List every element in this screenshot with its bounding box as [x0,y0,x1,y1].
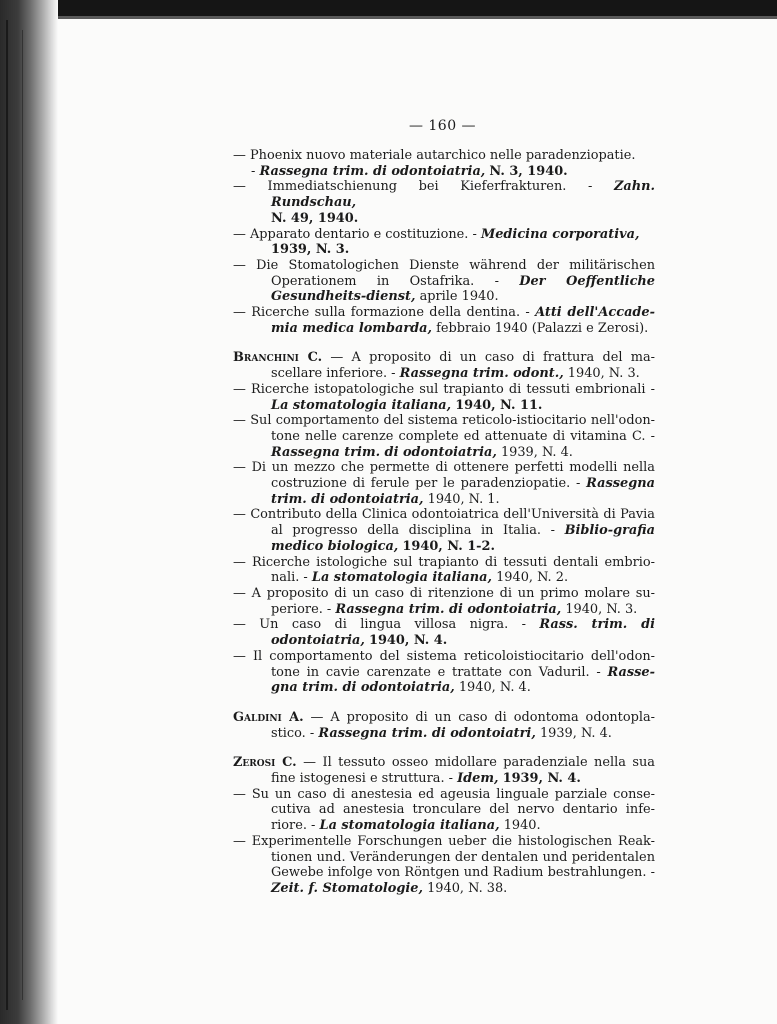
entry-11: — Ricerche istologiche sul trapianto di tessuti dentali embrio-nali. - La stomatologia italiana, 1940, N. 2. [233,554,655,586]
entry-2: — Immediatschienung bei Kieferfrakturen. - Zahn. Rundschau, N. 49, 1940. [233,179,655,226]
entry-3: — Apparato dentario e costituzione. - Medicina corporativa, 1939, N. 3. [233,226,640,258]
entry-10: — Contributo della Clinica odontoiatrica dell'Università di Pavia al progresso della disciplina in Italia. - Biblio-grafia medico biologica, 1940, N. 1-2. [233,507,655,554]
entry-13: — Un caso di lingua villosa nigra. - Rass. trim. di odontoiatria, 1940, N. 4. [233,617,655,649]
entry-7: — Ricerche istopatologiche sul trapianto di tessuti embrionali - La stomatologia italiana, 1940, N. 11. [233,381,656,413]
entry-6: Branchini C. — A proposito di un caso di frattura del ma-scellare inferiore. - Rassegna trim. odont., 1940, N. 3. [233,350,655,382]
entry-5: — Ricerche sulla formazione della dentina. - Atti dell'Accade-mia medica lombarda, febbraio 1940 (Palazzi e Zerosi). [233,305,655,336]
entry-1: — Phoenix nuovo materiale autarchico nelle paradenziopatie. [233,148,636,163]
entry-17: — Su un caso di anestesia ed ageusia linguale parziale conse-cutiva ad anestesia tronculare del nervo dentario infe-riore. - La stomatologia italiana, 1940. [233,786,655,834]
entry-14: — Il comportamento del sistema reticoloistiocitario dell'odon-tone in cavie carenzate e trattate con Vaduril. - Rasse-gna trim. di odontoiatria, 1940, N. 4. [233,648,655,696]
entry-8: — Sul comportamento del sistema reticolo-istiocitario nell'odon-tone nelle carenze complete ed attenuate di vitamina C. - Rassegna trim. di odontoiatria, 1939, N. 4. [233,413,655,460]
scan-top-edge [0,0,777,16]
entry-16: Zerosi C. — Il tessuto osseo midollare paradenziale nella sua fine istogenesi e struttura. - Idem, 1939, N. 4. [233,755,655,787]
book-binding-shadow [0,0,58,1024]
entry-12: — A proposito di un caso di ritenzione di un primo molare su-periore. - Rassegna trim. di odontoiatria, 1940, N. 3. [233,585,655,617]
bibliography-list [233,148,655,897]
entry-15: Galdini A. — A proposito di un caso di odontoma odontopla-stico. - Rassegna trim. di odontoiatri, 1939, N. 4. [233,709,655,741]
entry-4: — Die Stomatologichen Dienste während der militärischen Operationem in Ostafrika. - Der Oeffentliche Gesundheits-dienst, aprile 1940. [233,257,655,305]
entry-18: — Experimentelle Forschungen ueber die histologischen Reak-tionen und. Veränderungen der dentalen und peridentalen Gewebe infolge von Röntgen und Radium bestrahlungen. - Zeit. f. Stomatologie, 1940, N. 38. [233,833,655,896]
page-number: — 160 — [408,118,477,134]
entry-9: — Di un mezzo che permette di ottenere perfetti modelli nella costruzione di ferule per le paradenziopatie. - Rassegna trim. di odontoiatria, 1940, N. 1. [233,460,655,507]
entry-1-source: - Rassegna trim. di odontoiatria, N. 3, 1940. [251,163,568,179]
